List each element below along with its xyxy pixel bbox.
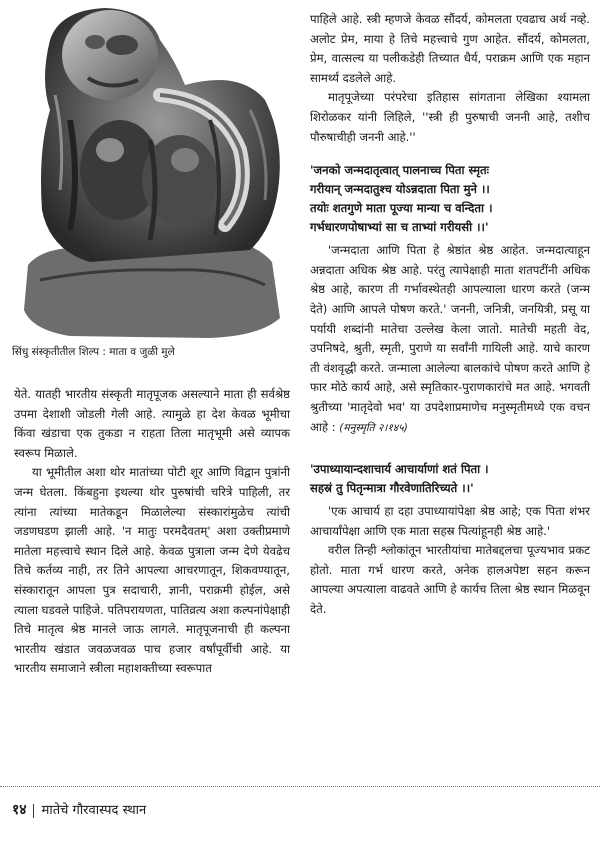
running-title: मातेचे गौरवास्पद स्थान xyxy=(41,803,147,818)
footer-separator xyxy=(33,804,34,818)
sculpture-photo xyxy=(10,0,292,340)
sanskrit-verse-2 xyxy=(310,460,590,498)
paragraph: मातृपूजेच्या परंपरेचा इतिहास सांगताना लेखिका श्यामला शिरोळकर यांनी लिहिले, ''स्त्री ही पुरुषाची जननी आहे, तशीच पौरुषाचीही जननी आहे.'' xyxy=(310,90,590,144)
page-footer xyxy=(12,800,146,819)
verse-line: 'उपाध्यायान्दशाचार्य आचार्याणां शतं पिता । xyxy=(310,462,489,477)
left-column xyxy=(14,385,290,679)
verse-line: तयोः शतगुणे माता पूज्या मान्या च वन्दिता । xyxy=(310,201,493,216)
page-number: १४ xyxy=(12,802,27,818)
paragraph: पाहिले आहे. स्त्री म्हणजे केवळ सौंदर्य, कोमलता एवढाच अर्थ नव्हे. अलोट प्रेम, माया हे तिचे महत्त्वाचे गुण आहेत. सौंदर्य, कोमलता, प्रेम, वात्सल्य या पलीकडेही तिच्यात धैर्य, पराक्रम आणि एक महान सामर्थ्य दडलेले आहे. xyxy=(310,12,590,85)
paragraph: 'एक आचार्य हा दहा उपाध्यायांपेक्षा श्रेष्ठ आहे; एक पिता शंभर आचार्यांपेक्षा आणि एक माता सहस्र पित्यांहूनही श्रेष्ठ आहे.' xyxy=(310,504,590,538)
verse-line: गर्भधारणपोषाभ्यां सा च ताभ्यां गरीयसी ।।' xyxy=(310,220,489,235)
verse-line: सहस्रं तु पितृन्मात्रा गौरवेणातिरिच्यते ।।' xyxy=(310,481,474,496)
paragraph: या भूमीतील अशा थोर मातांच्या पोटी शूर आणि विद्वान पुत्रांनी जन्म घेतला. किंबहुना इथल्या थोर पुरुषांची चरित्रे पाहिली, तर त्यांना त्यांच्या मातेकडून मिळालेल्या संस्कारांमुळेच त्यांची जडणघडण झाली आहे. 'न मातुः परमदैवतम्' अशा उक्तीप्रमाणे मातेला महत्त्वाचे स्थान दिले आहे. केवळ पुत्राला जन्म देणे येवढेच तिचे कर्तव्य नाही, तर तिने आपल्या आचरणातून, शिकवण्यातून, संस्कारातून आपला पुत्र सदाचारी, ज्ञानी, पराक्रमी होईल, असे त्याला घडवले पाहिजे. पतिपरायणता, पातिव्रत्य अशा कल्पनांपेक्षाही तिचे मातृत्व श्रेष्ठ मानले जाऊ लागले. मातृपूजनाची ही कल्पना भारतीय खंडात जवळजवळ पाच हजार वर्षांपूर्वीची आहे. या भारतीय समाजाने स्त्रीला महाशक्तीच्या स्वरूपात xyxy=(14,465,290,676)
paragraph xyxy=(310,241,590,438)
sculpture-image xyxy=(10,0,292,340)
citation: (मनुस्मृति २।१४५) xyxy=(339,421,408,434)
paragraph-text: 'जन्मदाता आणि पिता हे श्रेष्ठांत श्रेष्ठ आहेत. जन्मदात्याहून अन्नदाता अधिक श्रेष्ठ आहे. परंतु त्यापेक्षाही माता शतपटींनी अधिक श्रेष्ठ आहे, कारण ती गर्भावस्थेतही आपल्याला धारण करते (जन्म देते) आणि आपले पोषण करते.' जननी, जनित्री, जनयित्री, प्रसू या पर्यायी शब्दांनी मातेचा उल्लेख केला जातो. मातेची महती वेद, उपनिषदे, श्रुती, स्मृती, पुराणे या सर्वांनी गायिली आहे. याचे कारण ती वंशवृद्धी करते. जन्माला आलेल्या बालकांचे पोषण करते आणि हे फार मोठे कार्य आहे, असे स्मृतिकार-पुराणकारांचे मत आहे. भगवती श्रुतीच्या 'मातृदेवो भव' या उपदेशाप्रमाणेच मनुस्मृतीमध्ये एक वचन आहे : xyxy=(310,243,590,434)
right-column xyxy=(310,10,590,620)
footer-divider xyxy=(0,786,600,787)
figure-caption: सिंधु संस्कृतीतील शिल्प : माता व जुळी मुले xyxy=(12,346,175,358)
paragraph: येते. यातही भारतीय संस्कृती मातृपूजक असल्याने माता ही सर्वश्रेष्ठ उपमा देशाशी जोडली गेली आहे. त्यामुळे हा देश केवळ भूमीचा किंवा खंडाचा एक तुकडा न राहता तिला मातृभूमी असे व्यापक स्वरूप मिळाले. xyxy=(14,387,290,460)
verse-line: 'जनको जन्मदातृत्वात् पालनाच्च पिता स्मृतः xyxy=(310,163,489,178)
paragraph: वरील तिन्ही श्लोकांतून भारतीयांचा मातेबद्दलचा पूज्यभाव प्रकट होतो. माता गर्भ धारण करते, अनेक हालअपेष्टा सहन करून आपल्या अपत्याला वाढवते आणि हे कार्यच तिला श्रेष्ठ स्थान मिळवून देते. xyxy=(310,543,590,617)
sanskrit-verse-1 xyxy=(310,161,590,237)
verse-line: गरीयान् जन्मदातुश्च योऽन्नदाता पिता मुने ।। xyxy=(310,182,490,197)
